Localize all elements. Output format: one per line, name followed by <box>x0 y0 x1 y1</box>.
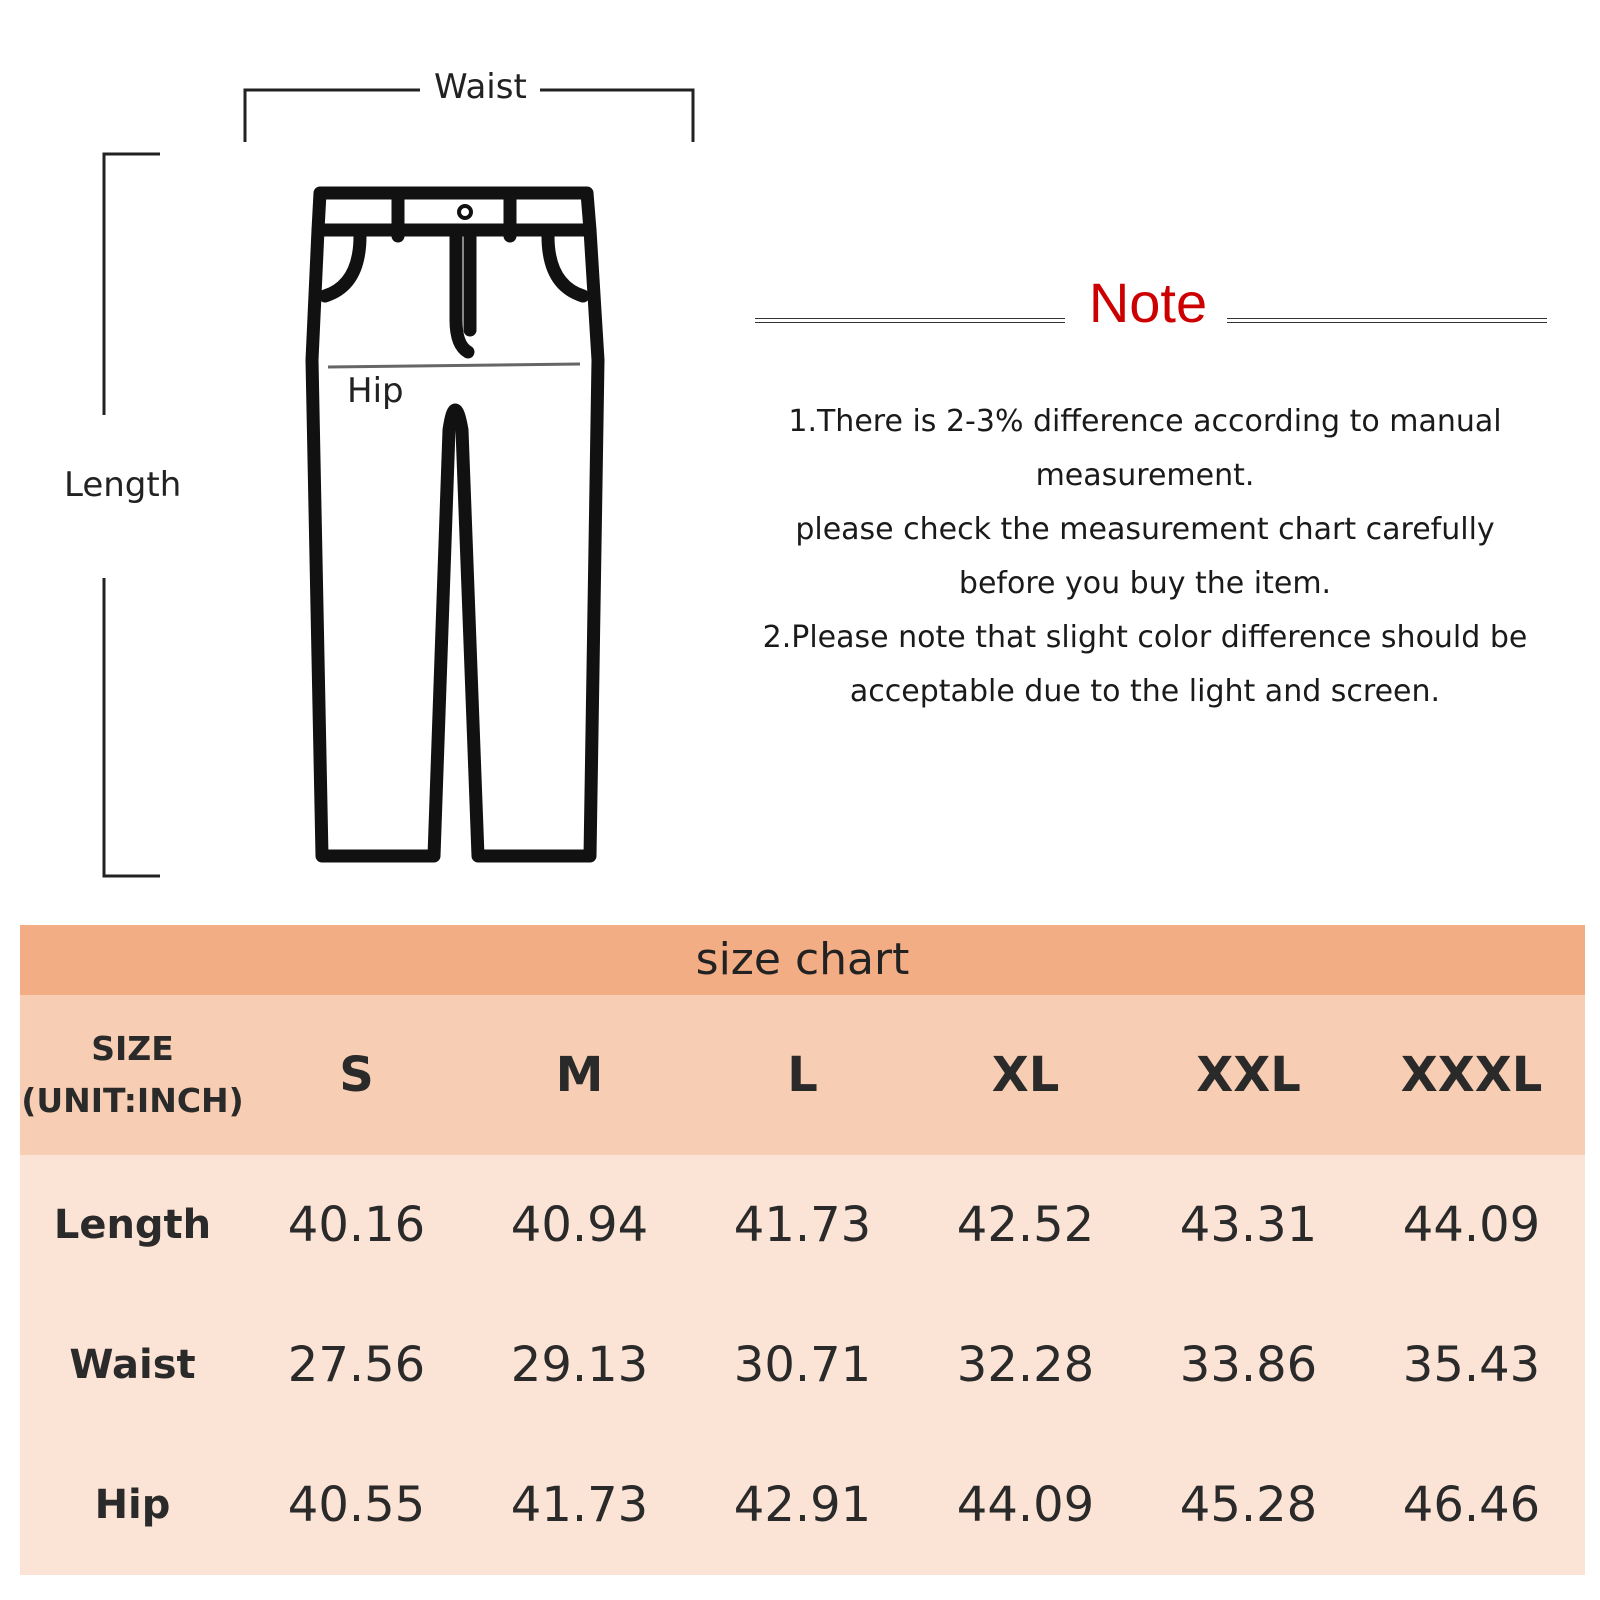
table-cell: 40.16 <box>287 1197 426 1253</box>
size-chart-table <box>20 925 1585 1575</box>
table-cell: 42.91 <box>733 1477 872 1533</box>
length-label: Length <box>64 465 182 505</box>
note-line: before you buy the item. <box>958 566 1332 601</box>
size-column-header: XXL <box>1196 1047 1301 1103</box>
note-line: 2.Please note that slight color difference should be <box>762 620 1528 655</box>
note-divider-left <box>755 318 1065 323</box>
table-cell: 44.09 <box>1402 1197 1541 1253</box>
note-title: Note <box>1088 271 1208 334</box>
table-cell: 41.73 <box>733 1197 872 1253</box>
table-cell: 45.28 <box>1179 1477 1318 1533</box>
note-text <box>745 395 1545 719</box>
row-label: Hip <box>94 1482 171 1528</box>
size-column-header: M <box>555 1047 604 1103</box>
table-cell: 32.28 <box>956 1337 1095 1393</box>
row-label: Waist <box>69 1342 196 1388</box>
table-cell: 30.71 <box>733 1337 872 1393</box>
table-cell: 35.43 <box>1402 1337 1541 1393</box>
hip-label: Hip <box>347 371 404 411</box>
note-line: acceptable due to the light and screen. <box>849 674 1441 709</box>
table-cell: 33.86 <box>1179 1337 1318 1393</box>
size-header-line: SIZE <box>91 1029 174 1068</box>
table-cell: 40.94 <box>510 1197 649 1253</box>
pants-outline-icon <box>0 0 720 900</box>
note-line: 1.There is 2-3% difference according to manual <box>788 404 1502 439</box>
table-row <box>20 1435 1585 1575</box>
unit-header-line: (UNIT:INCH) <box>21 1081 244 1120</box>
measurement-diagram <box>0 0 720 900</box>
waist-label: Waist <box>428 70 533 104</box>
size-column-header: XL <box>991 1047 1060 1103</box>
size-unit-header <box>20 1023 245 1127</box>
note-line: please check the measurement chart carefully <box>795 512 1495 547</box>
size-chart-title: size chart <box>20 925 1585 995</box>
note-divider-right <box>1227 318 1547 323</box>
table-row <box>20 1155 1585 1295</box>
table-cell: 43.31 <box>1179 1197 1318 1253</box>
table-cell: 42.52 <box>956 1197 1095 1253</box>
table-cell: 41.73 <box>510 1477 649 1533</box>
note-line: measurement. <box>1035 458 1255 493</box>
table-cell: 29.13 <box>510 1337 649 1393</box>
size-chart-header-row <box>20 995 1585 1155</box>
table-row <box>20 1295 1585 1435</box>
table-cell: 46.46 <box>1402 1477 1541 1533</box>
size-chart-body <box>20 1155 1585 1575</box>
size-column-header: S <box>339 1047 374 1103</box>
row-label: Length <box>53 1202 212 1248</box>
table-cell: 44.09 <box>956 1477 1095 1533</box>
table-cell: 40.55 <box>287 1477 426 1533</box>
table-cell: 27.56 <box>287 1337 426 1393</box>
note-heading <box>755 270 1555 340</box>
size-column-header: XXXL <box>1400 1047 1543 1103</box>
size-column-header: L <box>787 1047 818 1103</box>
